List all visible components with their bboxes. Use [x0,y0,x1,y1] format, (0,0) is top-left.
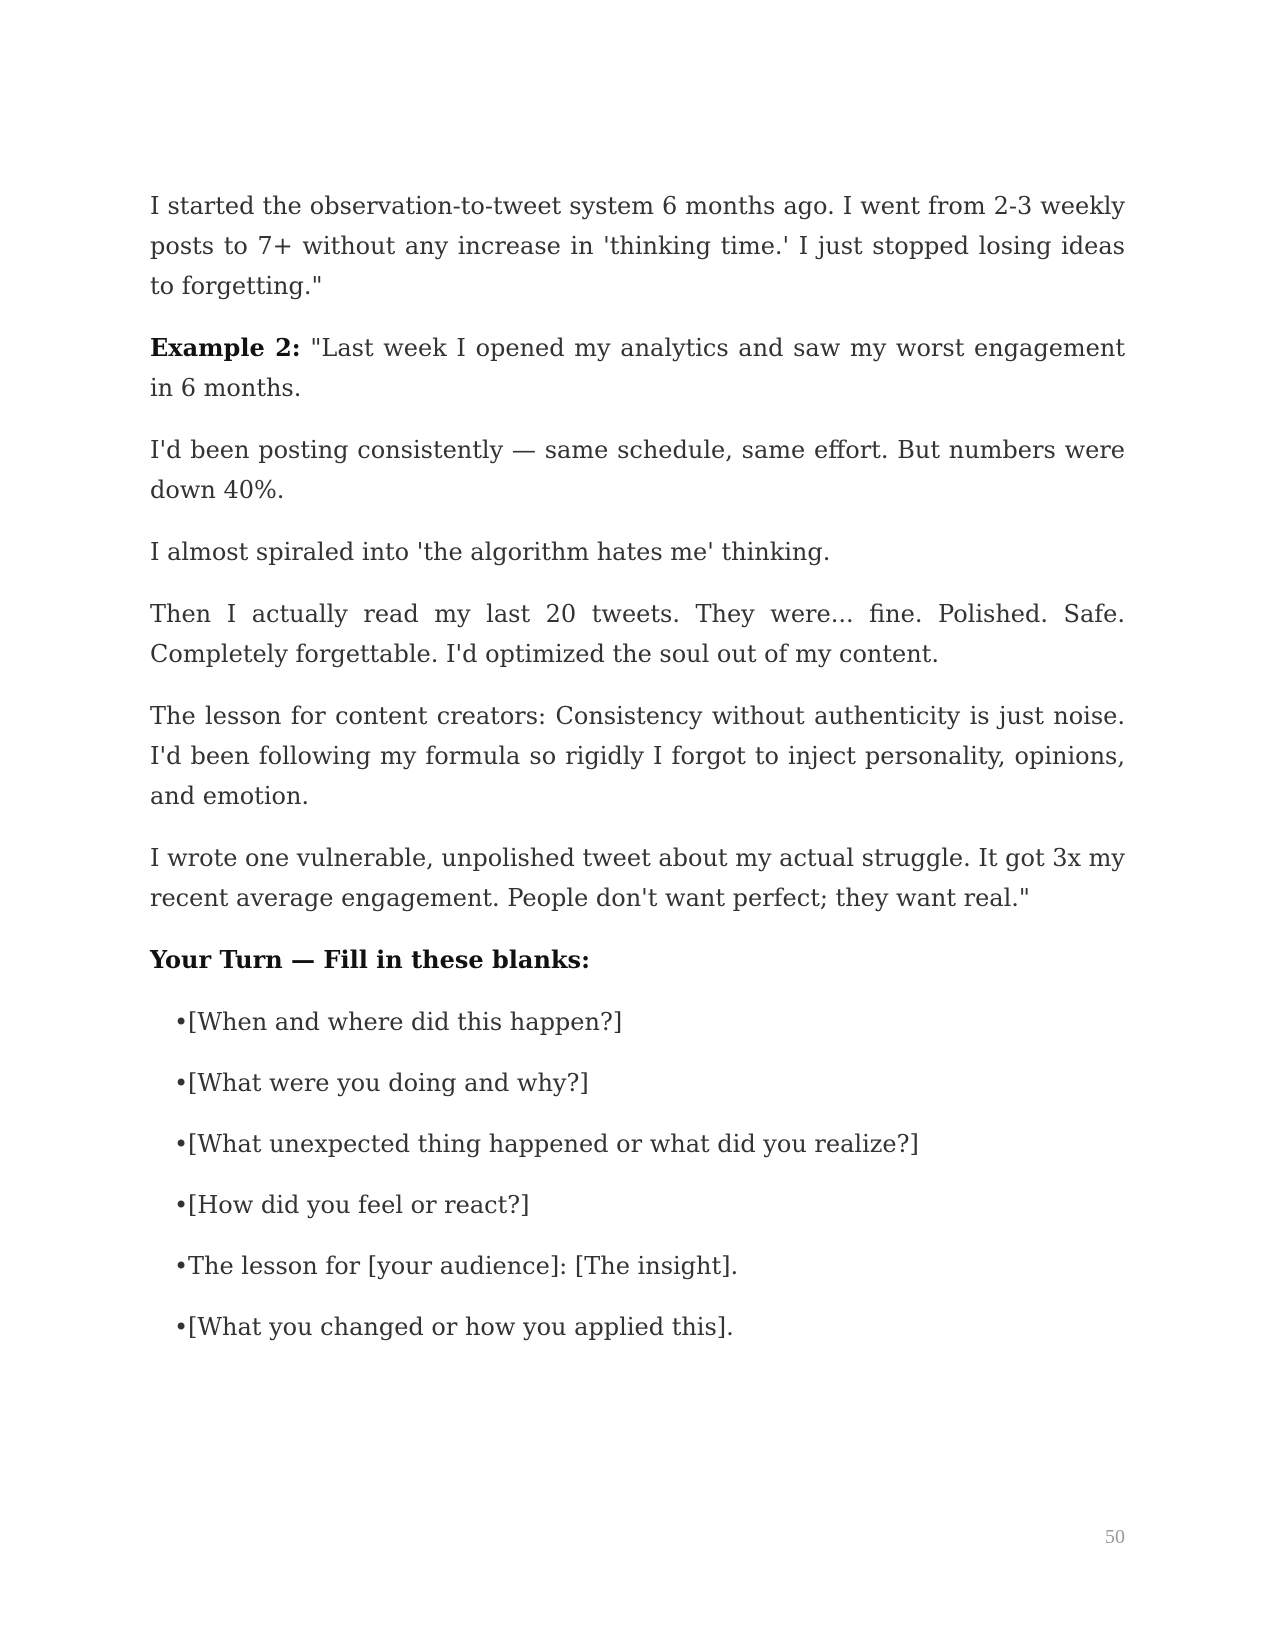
section-heading: Your Turn — Fill in these blanks: [150,945,590,974]
bullet-icon: • [174,1191,189,1219]
blanks-list [150,1002,1125,1347]
page-number: 50 [1105,1526,1125,1548]
paragraph-result [150,838,1125,918]
bullet-icon: • [174,1130,189,1158]
paragraph-text: I almost spiraled into 'the algorithm hates me' thinking. [150,538,831,566]
list-item [174,1063,1125,1103]
list-item-text: [What unexpected thing happened or what did you realize?] [188,1130,919,1158]
paragraph-text: The lesson for content creators: Consistency without authenticity is just noise. I'd been following my formula so rigidly I forgot to inject personality, opinions, and emotion. [150,702,1125,810]
list-item-text: [What were you doing and why?] [188,1069,589,1097]
paragraph-lesson [150,696,1125,816]
bullet-icon: • [174,1313,189,1341]
paragraph-consistency [150,430,1125,510]
list-item [174,1002,1125,1042]
bullet-icon: • [174,1252,189,1280]
paragraph-text: I'd been posting consistently — same schedule, same effort. But numbers were down 40%. [150,436,1125,504]
paragraph-text: "Last week I opened my analytics and saw my worst engagement in 6 months. [150,334,1125,402]
bullet-icon: • [174,1069,189,1097]
paragraph-reread [150,594,1125,674]
paragraph-text: I wrote one vulnerable, unpolished tweet about my actual struggle. It got 3x my recent average engagement. People don't want perfect; they want real." [150,844,1125,912]
list-item [174,1124,1125,1164]
list-item-text: [How did you feel or react?] [188,1191,530,1219]
paragraph-example-2 [150,328,1125,408]
list-item-text: The lesson for [your audience]: [The insight]. [188,1252,739,1280]
paragraph-spiral [150,532,1125,572]
bullet-icon: • [174,1008,189,1036]
list-item [174,1246,1125,1286]
list-item [174,1185,1125,1225]
paragraph-text: I started the observation-to-tweet system 6 months ago. I went from 2-3 weekly posts to 7+ without any increase in 'thinking time.' I just stopped losing ideas to forgetting." [150,192,1125,300]
document-body [150,186,1125,1368]
list-item-text: [When and where did this happen?] [188,1008,623,1036]
list-item-text: [What you changed or how you applied this]. [188,1313,734,1341]
example-label: Example 2: [150,333,301,362]
paragraph-intro [150,186,1125,306]
paragraph-text: Then I actually read my last 20 tweets. They were... fine. Polished. Safe. Completely forgettable. I'd optimized the soul out of my content. [150,600,1125,668]
list-item [174,1307,1125,1347]
